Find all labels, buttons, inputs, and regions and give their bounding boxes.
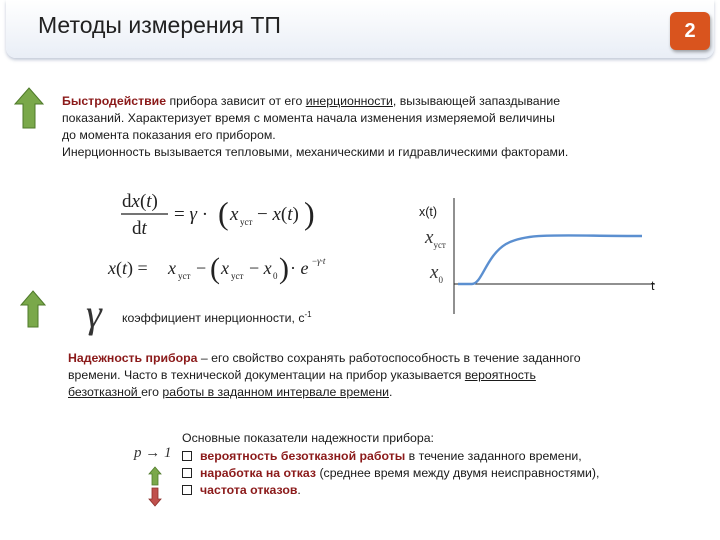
indicators-list: [182, 448, 712, 499]
indicators-heading: Основные показатели надежности прибора:: [182, 431, 434, 445]
reliability-line-3-end: .: [388, 385, 393, 399]
svg-text:уст: уст: [240, 217, 253, 227]
svg-text:− x(t): − x(t): [257, 204, 299, 225]
list-item: вероятность безотказной работы в течение заданного времени,: [182, 448, 712, 465]
svg-text:−γ·t: −γ·t: [312, 256, 326, 266]
differential-equation-formula: [118, 188, 318, 243]
svg-text:): ): [304, 195, 315, 231]
svg-text:dt: dt: [132, 218, 147, 239]
speed-line-4: Инерционность вызывается тепловыми, механическими и гидравлическими факторами.: [62, 145, 569, 159]
svg-text:уст: уст: [178, 271, 191, 281]
checkbox-bullet-icon: [182, 451, 192, 461]
speed-term: Быстродействие: [62, 94, 167, 108]
p-limit-label: p → 1: [134, 445, 172, 461]
slide-number-badge: 2: [670, 12, 710, 50]
svg-text:dx(t): dx(t): [122, 191, 158, 212]
green-up-arrow-icon: [20, 290, 46, 328]
solution-formula: [106, 252, 336, 286]
svg-text:0: 0: [273, 271, 278, 281]
svg-text:x: x: [221, 258, 229, 278]
failure-free-term: безотказной: [68, 385, 142, 399]
reliability-paragraph: [68, 350, 688, 401]
interval-term: работы в заданном интервале времени: [162, 385, 389, 399]
svg-text:· e: · e: [290, 258, 309, 278]
reliability-term: Надежность прибора: [68, 351, 198, 365]
gamma-symbol: γ: [86, 291, 102, 336]
probability-term: вероятность: [464, 368, 536, 382]
speed-text-1: прибора зависит от его: [166, 94, 306, 108]
list-item: частота отказов.: [182, 482, 712, 499]
graph-upper-level-label: $x_{уст}$: [425, 227, 446, 250]
svg-text:x: x: [168, 258, 176, 278]
inertia-term: инерционности: [305, 94, 393, 108]
speed-line-3: до момента показания его прибором.: [62, 128, 276, 142]
reliability-line-2: времени. Часто в технической документации на прибор указывается: [68, 368, 465, 382]
svg-text:уст: уст: [231, 271, 244, 281]
speed-line-2: показаний. Характеризует время с момента начала изменения измеряемой величины: [62, 111, 555, 125]
green-up-arrow-icon: [14, 87, 44, 129]
svg-text:− x: − x: [249, 258, 272, 278]
red-down-arrow-icon: [148, 487, 162, 507]
slide-header: [6, 0, 714, 58]
graph-x-label: t: [651, 279, 655, 293]
svg-text:): ): [279, 252, 289, 285]
gamma-description: коэффициент инерционности, $с^{-1}$: [122, 310, 312, 326]
graph-y-label: x(t): [419, 205, 438, 219]
svg-text:(: (: [218, 195, 229, 231]
svg-text:x(t) =: x(t) =: [108, 258, 148, 278]
checkbox-bullet-icon: [182, 468, 192, 478]
list-item: наработка на отказ (среднее время между двумя неисправностями),: [182, 465, 712, 482]
slide-title: Методы измерения ТП: [38, 12, 281, 38]
svg-text:x: x: [230, 204, 239, 225]
svg-text:= γ ·: = γ ·: [174, 204, 209, 225]
green-up-arrow-icon: [148, 466, 162, 486]
svg-text:−: −: [196, 258, 207, 278]
graph-lower-level-label: $x_0$: [430, 262, 443, 285]
reliability-line-3-mid: его: [141, 385, 163, 399]
checkbox-bullet-icon: [182, 485, 192, 495]
speed-paragraph: [62, 93, 682, 161]
svg-text:(: (: [210, 252, 220, 285]
reliability-text-1: – его свойство сохранять работоспособность в течение заданного: [197, 351, 581, 365]
speed-text-2: , вызывающей запаздывание: [392, 94, 561, 108]
transient-response-graph: [410, 196, 670, 316]
